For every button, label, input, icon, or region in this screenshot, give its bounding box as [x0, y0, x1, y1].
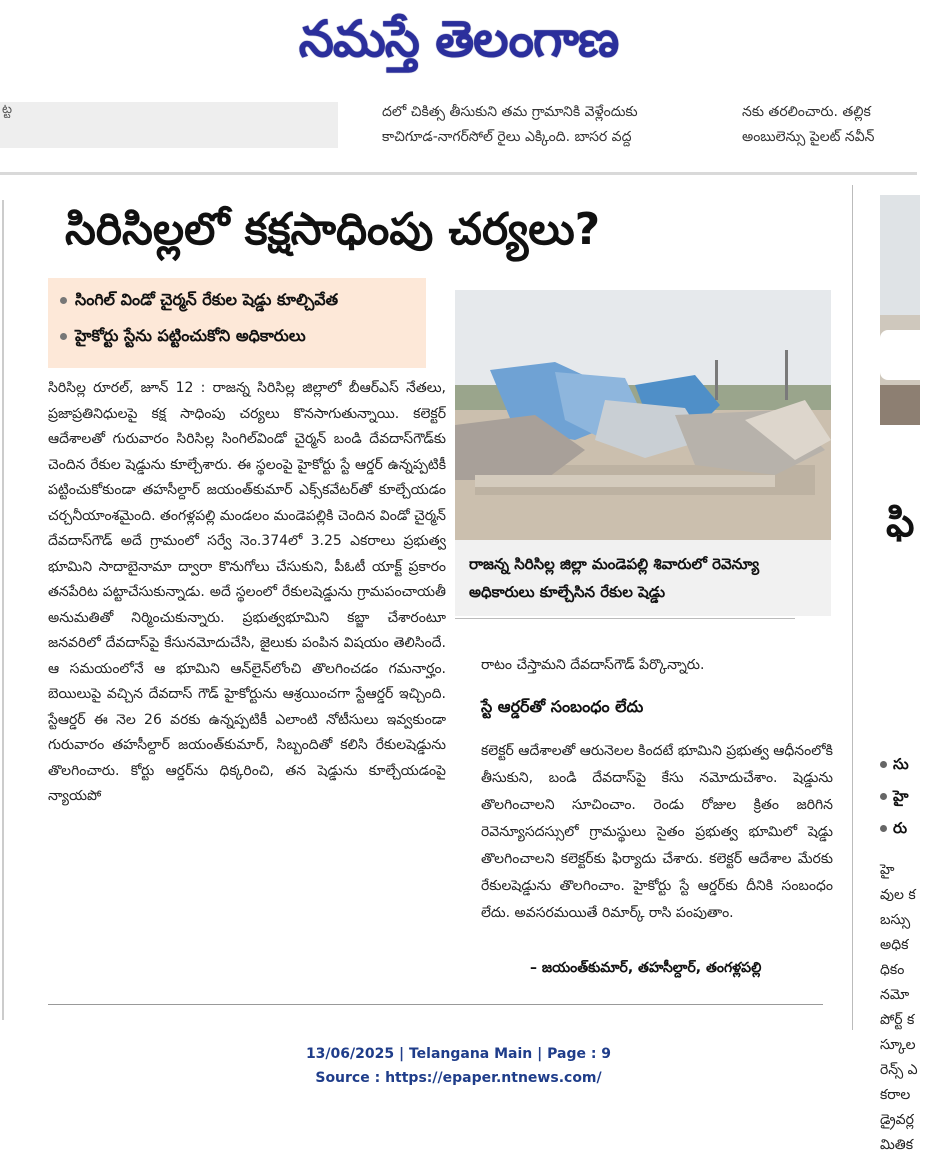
previous-article-column-1: [382, 100, 720, 150]
official-quote: కలెక్టర్ ఆదేశాలతో ఆరునెలల కిందటే భూమిని ప్రభుత్వ ఆధీనంలోకి తీసుకుని, బండి దేవదాస్‌పై కేసు నమోదుచేశాం. షెడ్డును తొలగించాలని సూచించాం. రెండు రోజుల క్రితం జరిగిన రెవెన్యూసదస్సులో గ్రామస్థులు సైతం ప్రభుత్వ భూమిలో షెడ్డు తొలగించాలని కలెక్టర్‌కు ఫిర్యాదు చేశారు. కలెక్టర్ ఆదేశాల మేరకు రేకులషెడ్డును తొలగించాం. హైకోర్టు స్టే ఆర్డర్‌కు దీనికి సంబంధం లేదు. అవసరమయితే రిమార్క్ రాసి పంపుతాం.: [481, 743, 833, 921]
previous-article-box: [0, 102, 338, 148]
article-paragraph: సిరిసిల్ల రూరల్, జూన్ 12 : రాజన్న సిరిసిల్ల జిల్లాలో బీఆర్‌ఎస్ నేతలు, ప్రజాప్రతినిధులపై కక్ష సాధింపు చర్యలు కొనసాగుతున్నాయి. కలెక్టర్ ఆదేశాలతో గురువారం సిరిసిల్ల సింగిల్‌విండో చైర్మన్ బండి దేవదాస్‌గౌడ్‌కు చెందిన రేకుల షెడ్డును కూల్చేశారు. ఈ స్థలంపై హైకోర్టు స్టే ఆర్డర్ ఉన్నప్పటికీ పట్టించుకోకుండా తహసీల్దార్ జయంత్‌కుమార్ ఎక్స్‌కవేటర్‌తో కూల్చేయడం చర్చనీయాంశమైంది. తంగళ్లపల్లి మండలం మండెపల్లికి చెందిన విండో చైర్మన్ దేవదాస్‌గౌడ్ అదే గ్రామంలో సర్వే నెం.374లో 3.25 ఎకరాలు ప్రభుత్వ భూమిని సాదాబైనామా ద్వారా కొనుగోలు చేసుకుని, పీఓటీ యాక్ట్ ప్రకారం తనపేరిట పట్టాచేసుకున్నాడు. అదే స్థలంలో రేకులషెడ్డును గ్రామపంచాయతీ అనుమతితో నిర్మించుకున్నారు. ప్రభుత్వభూమిని కబ్జా చేశారంటూ జనవరిలో దేవదాస్‌పై కేసునమోదుచేసి, జైలుకు పంపిన విషయం తెలిసిందే. ఆ సమయంలోనే ఆ భూమిని ఆన్‌లైన్‌లోంచి తొలగించడం గమనార్హం. బెయిలుపై వచ్చిన దేవదాస్ గౌడ్ హైకోర్టును ఆశ్రయించగా స్టేఆర్డర్ ఇచ్చింది. స్టేఆర్డర్ ఈ నెల 26 వరకు ఉన్నప్పటికీ ఎలాంటి నోటీసులు ఇవ్వకుండా గురువారం తహసీల్దార్ జయంత్‌కుమార్, సిబ్బందితో కలిసి రేకులషెడ్డును తొలగించారు. కోర్టు ఆర్డర్‌ను ధిక్కరించి, తన షెడ్డును కూల్చేయడంపై న్యాయపో: [48, 380, 446, 804]
article-end-rule: [48, 1004, 823, 1005]
bullet-icon: [60, 297, 67, 304]
article-headline: సిరిసిల్లలో కక్షసాధింపు చర్యలు?: [65, 204, 601, 255]
photo-caption: రాజన్న సిరిసిల్ల జిల్లా మండెపల్లి శివారులో రెవెన్యూ అధికారులు కూల్చేసిన రేకుల షెడ్డు: [469, 555, 760, 601]
article-photo: [455, 290, 831, 540]
article-continuation: రాటం చేస్తామని దేవదాస్‌గౌడ్ పేర్కొన్నారు.: [481, 657, 705, 673]
side-bullet: హై: [880, 787, 909, 809]
previous-article-fragment: ట్ట: [2, 102, 13, 117]
side-article-text: హై వుల క బస్సు అధిక ధికం నమో పోర్ట్ క స్కూల రెన్స్ ఎ కరాల డ్రైవర్ల మితిక: [880, 862, 918, 1153]
demolished-shed-image: [455, 290, 831, 540]
masthead: [0, 0, 917, 80]
text-line: నకు తరలించారు. తల్లిక: [742, 104, 871, 120]
previous-article-strip: [0, 100, 917, 152]
source-link[interactable]: Source : https://epaper.ntnews.com/: [315, 1070, 602, 1086]
article-body-left: [48, 376, 446, 810]
highlight-text: హైకోర్టు స్టేను పట్టించుకోని అధికారులు: [75, 326, 306, 345]
bullet-icon: [880, 793, 887, 800]
text-line: అంబులెన్సు పైలట్ నవీన్: [742, 129, 875, 145]
section-divider: [0, 172, 917, 175]
side-bullet: రు: [880, 819, 907, 841]
edition-info: 13/06/2025 | Telangana Main | Page : 9: [305, 1046, 612, 1062]
bullet-icon: [880, 825, 887, 832]
bullet-icon: [880, 761, 887, 768]
side-article-headline: ఫి: [886, 500, 915, 546]
side-bullet: సు: [880, 755, 909, 777]
caption-divider: [455, 618, 795, 619]
highlights-box: [48, 278, 426, 368]
page-footer: [0, 1042, 917, 1090]
side-article-photo: [880, 195, 920, 425]
side-article: [852, 175, 918, 1153]
highlight-item: [60, 326, 306, 349]
bullet-icon: [60, 333, 67, 340]
quote-byline: – జయంత్‌కుమార్, తహసీల్దార్, తంగళ్లపల్లి: [530, 960, 762, 976]
previous-article-column-2: [742, 100, 917, 150]
text-line: దలో చికిత్స తీసుకుని తమ గ్రామానికి వెళ్లేందుకు: [382, 104, 638, 120]
highlight-text: సింగిల్ విండో చైర్మన్ రేకుల షెడ్డు కూల్చివేత: [75, 290, 339, 309]
newspaper-logo: నమస్తే తెలంగాణ: [298, 10, 619, 68]
column-rule: [2, 200, 4, 1020]
column-rule: [852, 185, 853, 1030]
photo-caption-box: [455, 540, 831, 616]
text-line: కాచిగూడ-నాగర్‌సోల్ రైలు ఎక్కింది. బాసర వద్ద: [382, 129, 632, 145]
article-subheading: స్టే ఆర్డర్‌తో సంబంధం లేదు: [481, 697, 644, 716]
highlight-item: [60, 290, 338, 313]
article-body-right: [481, 652, 833, 678]
